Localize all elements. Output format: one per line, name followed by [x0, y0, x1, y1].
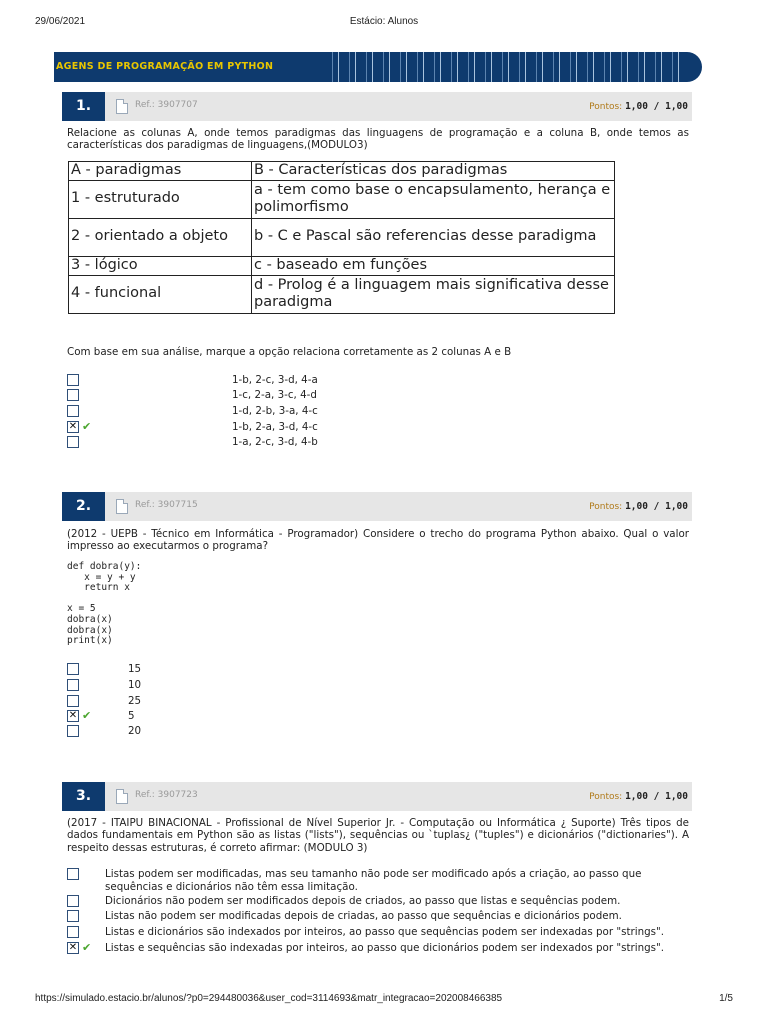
table-header-cell: A - paradigmas [69, 162, 252, 181]
table-cell: a - tem como base o encapsulamento, herança e polimorfismo [252, 180, 615, 218]
option[interactable] [67, 374, 467, 387]
table-cell: c - baseado em funções [252, 256, 615, 275]
option[interactable] [67, 725, 267, 738]
option-text: 1-d, 2-b, 3-a, 4-c [232, 405, 318, 417]
option[interactable] [67, 679, 267, 692]
print-header [0, 16, 768, 32]
option-checkbox-checked[interactable]: ✕ [68, 421, 78, 432]
question-ref: Ref.: 3907707 [135, 100, 198, 110]
question-3-text: (2017 - ITAIPU BINACIONAL - Profissional de Nível Superior Jr. - Computação ou Informática ¿ Suporte) Três tipos de dados fundamentais em Python são as listas ("lists"), sequências ou `tuplas¿ ("tuples") e dicionários ("dictionaries"). A respeito dessas estruturas, é correto afirmar: (MODULO 3) [67, 817, 689, 854]
option[interactable] [67, 663, 267, 676]
table-cell: b - C e Pascal são referencias desse paradigma [252, 218, 615, 256]
table-cell: 3 - lógico [69, 256, 252, 275]
question-1-text: Relacione as colunas A, onde temos paradigmas das linguagens de programação e a coluna B, onde temos as características dos paradigmas de linguagens,(MODULO3) [67, 127, 689, 152]
option-checkbox-checked[interactable]: ✕ [68, 710, 78, 721]
option-checkbox[interactable] [67, 436, 79, 448]
option-checkbox[interactable] [67, 405, 79, 417]
option[interactable] [67, 868, 687, 894]
option[interactable] [67, 389, 467, 402]
option-checkbox[interactable] [67, 868, 79, 880]
question-score: Pontos: 1,00 / 1,00 [589, 791, 688, 802]
option-text: 10 [128, 679, 142, 691]
table-cell: d - Prolog é a linguagem mais significativa desse paradigma [252, 275, 615, 313]
question-number: 3. [62, 782, 105, 811]
question-score: Pontos: 1,00 / 1,00 [589, 101, 688, 112]
question-score: Pontos: 1,00 / 1,00 [589, 501, 688, 512]
table-cell: 1 - estruturado [69, 180, 252, 218]
option-text: 25 [128, 695, 142, 707]
python-code-snippet: def dobra(y): x = y + y return x x = 5 dobra(x) dobra(x) print(x) [67, 561, 142, 647]
option-selected[interactable] [67, 942, 687, 955]
option-checkbox[interactable] [67, 389, 79, 401]
option-checkbox-checked[interactable]: ✕ [68, 942, 78, 953]
option-checkbox[interactable] [67, 695, 79, 707]
option-checkbox[interactable] [67, 663, 79, 675]
option-text: 1-a, 2-c, 3-d, 4-b [232, 436, 318, 448]
question-2-text: (2012 - UEPB - Técnico em Informática - Programador) Considere o trecho do programa Python abaixo. Qual o valor impresso ao executarmos o programa? [67, 528, 689, 553]
table-row [69, 256, 615, 275]
option-text: 5 [128, 710, 135, 722]
option-selected[interactable] [67, 421, 467, 434]
option-checkbox[interactable] [67, 895, 79, 907]
question-1-prompt: Com base em sua análise, marque a opção relaciona corretamente as 2 colunas A e B [67, 346, 512, 358]
option-text: 20 [128, 725, 142, 737]
option-text: 1-b, 2-a, 3-d, 4-c [232, 421, 318, 433]
option-text: 15 [128, 663, 142, 675]
question-2-header [62, 492, 692, 521]
table-cell: 2 - orientado a objeto [69, 218, 252, 256]
option-checkbox[interactable] [67, 926, 79, 938]
option-checkbox[interactable] [67, 374, 79, 386]
banner-title: AGENS DE PROGRAMAÇÃO EM PYTHON [56, 61, 274, 72]
option-text: Listas e sequências são indexadas por inteiros, ao passo que dicionários podem ser indexados por "strings". [105, 942, 665, 954]
table-header-cell: B - Características dos paradigmas [252, 162, 615, 181]
print-page-number: 1/5 [719, 993, 733, 1004]
option[interactable] [67, 910, 687, 923]
table-cell: 4 - funcional [69, 275, 252, 313]
table-row [69, 218, 615, 256]
document-icon[interactable] [116, 99, 128, 114]
question-1-header [62, 92, 692, 121]
table-row [69, 275, 615, 313]
question-3-header [62, 782, 692, 811]
option-checkbox[interactable] [67, 679, 79, 691]
banner-stripes [322, 52, 684, 82]
option[interactable] [67, 926, 687, 939]
course-banner [54, 52, 702, 82]
option-checkbox[interactable] [67, 910, 79, 922]
option[interactable] [67, 405, 467, 418]
print-url: https://simulado.estacio.br/alunos/?p0=294480036&user_cod=3114693&matr_integracao=202008466385 [35, 993, 503, 1004]
option-selected[interactable] [67, 710, 267, 723]
correct-check-icon: ✔ [82, 420, 92, 433]
question-number: 2. [62, 492, 105, 521]
option-text: Listas podem ser modificadas, mas seu tamanho não pode ser modificado após a criação, ao passo que sequências e dicionários não têm essa limitação. [105, 868, 642, 893]
correct-check-icon: ✔ [82, 941, 92, 954]
print-date: 29/06/2021 [35, 16, 86, 27]
option[interactable] [67, 895, 687, 908]
document-icon[interactable] [116, 499, 128, 514]
question-ref: Ref.: 3907715 [135, 500, 198, 510]
correct-check-icon: ✔ [82, 709, 92, 722]
print-page-title: Estácio: Alunos [349, 16, 419, 27]
table-header-row [69, 162, 615, 181]
paradigms-table [68, 161, 615, 314]
option-text: 1-b, 2-c, 3-d, 4-a [232, 374, 318, 386]
option[interactable] [67, 695, 267, 708]
option[interactable] [67, 436, 467, 449]
document-icon[interactable] [116, 789, 128, 804]
option-text: Listas não podem ser modificadas depois de criadas, ao passo que sequências e dicionários podem. [105, 910, 622, 922]
option-checkbox[interactable] [67, 725, 79, 737]
option-text: 1-c, 2-a, 3-c, 4-d [232, 389, 317, 401]
option-text: Dicionários não podem ser modificados depois de criados, ao passo que listas e sequências podem. [105, 895, 621, 907]
question-number: 1. [62, 92, 105, 121]
table-row [69, 180, 615, 218]
option-text: Listas e dicionários são indexados por inteiros, ao passo que sequências podem ser indexadas por "strings". [105, 926, 665, 938]
question-ref: Ref.: 3907723 [135, 790, 198, 800]
